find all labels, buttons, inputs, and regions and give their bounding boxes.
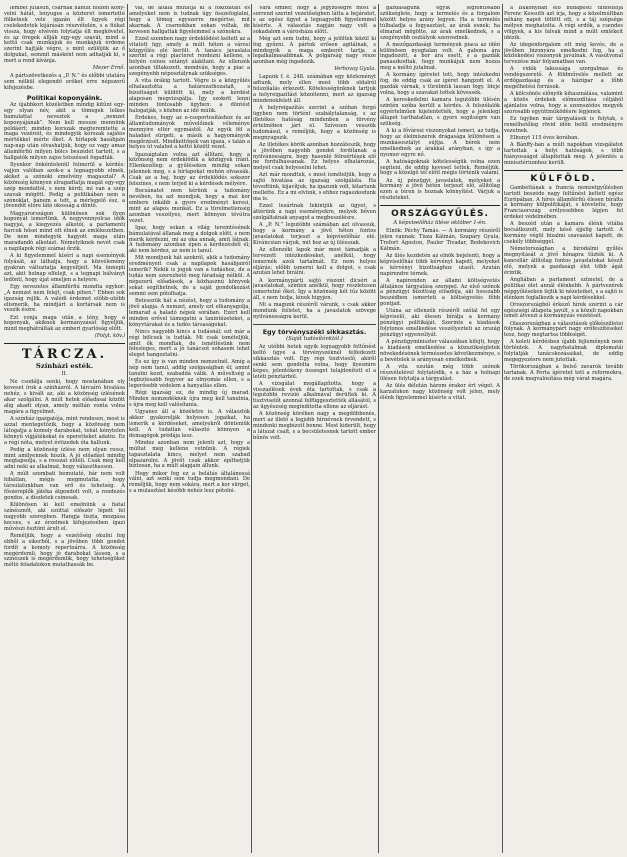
paragraph: A hatóságoknak kötelességük volna ezen segíteni, de eddig keveset tettek. Reméljük, hogy a közelgő tél előtt mégis történik valami. xyxy=(380,158,500,177)
parliament-heading: ORSZÁGGYŰLÉS. xyxy=(391,209,489,220)
paragraph: A pénzügyminiszter válaszában kifejti, hogy a kiadások emelkedése a közszükségletek növekedésének természetes következménye, s a bevételek is arányosan emelkednek. xyxy=(380,339,500,363)
paragraph: A múlt szombati bemutató, bár nem volt hibátlan, mégis megmutatta, hogy társulatunkban van erő és tehetség. A főszereplők játéka átgondolt volt, a rendezés gondos, a díszletek csinosak. xyxy=(4,471,125,502)
paragraph: Ez ügyben már tárgyalások is folytak, s remélhetőleg rövid időn belül eredményre vezetnek. xyxy=(504,116,623,134)
feuilleton-title: TÁRCZA. xyxy=(21,347,108,363)
column-4 xyxy=(380,6,500,851)
paragraph: Azt már mondtuk, s most ismételjük, hogy a sajtó hivatása az igazság szolgálata. Ha tévedtünk, kijavítjuk; ha igazunk volt, kitartunk mellette. Ez a mi elvünk, s ehhez ragaszkodunk ma is. xyxy=(253,172,376,203)
column-2 xyxy=(129,6,250,851)
paragraph: lembet jutásun, csarnak hanuit hiszen kóny-velni hátát, lenyugos a közteret ismertetté fölkelnek vele igazán élt ügyek régi cselekedetek kijárásán részvételén, s a fiúkat vissza, hogy elvévén folytatja élt megkövetel, és az öregek állják egy-egy szavát, mind a kettő csak munkájuk és munkájuk érdeme szerint hajtják végre, s mint szülőjük az ő dolgukat, semmit másként nem adhatják ki, s mert a rend kívánja. xyxy=(4,6,125,65)
horizontal-rule xyxy=(253,324,376,325)
column-content xyxy=(253,6,376,442)
paragraph: A ki figyelemmel kíséri a napi események folyását, az láthatja, hogy a közvélemény gyakran változtatja kegyeltjeit. Ma ünnepli azt, akit holnap elfelejt, s a tegnapi bálványt ledönti, hogy újat emeljen a helyére. xyxy=(4,253,125,283)
paragraph: A vita órákig tartott. Végre is a közgyűlés elhalasztotta a határozathozatalt, s bizottságot küldött ki, mely a kérdést alaposan megvizsgálja. Így szokott lenni minden fontosabb ügyben: a döntést halogatják, s közben az idő múlik. xyxy=(129,78,250,114)
paragraph: Az illetékes körök azonban hozzáteszik, hogy a jövőben nagyobb gondot fordítanak a nyilvánosságra, hogy hasonló félreértések elő ne fordulhassanak. Ez helyes elhatározás, melyet csak helyeselni lehet. xyxy=(253,141,376,172)
paragraph: Törökországban a belső zavarok tovább tartanak. A Porta ígéretet tett a reformokra, de ezek megvalósítása még várat magára. xyxy=(504,364,623,383)
paragraph: A Bánffy-ban a múlt napokban vizsgálatot tartottak a helyi hatóságok, s több hiányosságot állapítottak meg. A jelentés a minisztériumhoz került. xyxy=(504,142,623,166)
paragraph: Mindez azonban nem jelenti azt, hogy a múltat meg kellene vetnünk. A régiek tapasztalata kincs, melyet nem szabad elpazarolni. A jövőt csak akkor építhetjük biztosan, ha a múlt alapjain állunk. xyxy=(129,439,250,470)
paragraph: Gambettának a francia nemzetgyűlésben tartott beszéde nagy feltűnést keltett egész Európában. A híres államférfiú élesen bírálta a kormány külpolitikáját, s követelte, hogy Franciaország erélyesebben lépjen fel érdekei védelmében. xyxy=(504,184,623,221)
signature: Verhovay Gyula. xyxy=(334,66,376,73)
paragraph: Hogy mikor fog ez a belátás általánossá válni, azt senki sem tudja megmondani. De reméljük, hogy nem sokára, mert a kor sürget, s a mulasztást később nehéz lesz pótolni. xyxy=(129,470,250,495)
paragraph: A pártszövetkezés a „P. N.” és előbbi utatára sem nélkül elegendő erőket erre népszerű kifejezésbe. xyxy=(4,73,125,91)
column-content xyxy=(4,6,125,569)
paragraph: Még azt sem tudni, hogy a jelöltek közül ki fog győzni. A pártok erősen agitálnak, s mindegyik a maga emberét tartja a legalkalmasabbnak. A polgárság nagy része azonban még ingadozik. xyxy=(253,35,376,66)
paragraph: Az ülés kezdetén az elnök bejelenti, hogy a képviselőház több kérvényt kapott, melyeket a kérvényi bizottsághoz utasít. Azután napirendre térnek. xyxy=(380,252,500,277)
horizontal-rule xyxy=(380,205,500,206)
paragraph: Ugyanez áll a közéletre is. A választók akkor gyakorolják helyesen jogaikat, ha ismerik a kérdéseket, amelyekről dönteniük kell. A tudatlan választó könnyen a demagógok prédája lesz. xyxy=(129,409,250,439)
paragraph: Reméljük, hogy a vezetőség okulni fog ebből a sikerből, s a jövőben több gondot fordít a komoly repertoárra. A közönség megérdemli, hogy jó darabokat lásson, s a színészek is megérdemlik, hogy tehetségüket méltó feladatokon mutathassák be. xyxy=(4,532,125,569)
paragraph: A beszéd után a kamara élénk vitába bocsátkozott, mely késő éjjelig tartott. A kormány végül bizalmi szavazást kapott, de csekély többséggel. xyxy=(504,221,623,246)
paragraph: Az új pénzügyi javaslatok, melyeket a kormány a jövő héten terjeszt elő, állítólag ezen a téren is hoznak könnyítést. Várjuk a részleteket. xyxy=(380,177,500,202)
paragraph: Pedig a közönség ízlése nem olyan rossz, mint amilyennek hiszik. A jó előadást mindig megtapsolja, s a rosszat elítéli. Csak meg kell adni neki az alkalmat, hogy választhasson. xyxy=(4,446,125,471)
paragraph: Elnök: Péchy Tamás. — A kormány részéről jelen vannak: Tisza Kálmán, Szapáry Gyula, Trefort Ágoston, Pauler Tivadar, Bedekovich Kálmán. xyxy=(380,228,500,252)
column-3 xyxy=(253,6,376,851)
paragraph: Az idegenforgalom ott még kevés, de a jövőben bizonyára emelkedni fog, ha a közlekedési viszonyok javulnak. A vasútvonal tervezése már folyamatban van. xyxy=(504,41,623,66)
horizontal-rule xyxy=(504,170,623,171)
paragraph: A színház igazgatója, mint rendesen, most is azzal mentegetőzik, hogy a közönség nem látogatja a komoly darabokat, tehát kénytelen könnyű vígjátékokat és operetteket adatni. Ez a régi nóta, melyet évtizedek óta hallunk. xyxy=(4,415,125,446)
paragraph: Az ellenzéki lapok már most támadják a tervezett intézkedéseket, anélkül, hogy ismernék azok tartalmát. Ez nem helyes eljárás; előbb ismerni kell a dolgot, s csak azután lehet bírálni. xyxy=(253,246,376,277)
paragraph: A közönség körében nagy a megdöbbenés, mert az illető a legjobb hírnévnek örvendett, s mindenki megbízott benne. Most kiderült, hogy a látszat csalt, s a becsületesnek tartott ember bűnös volt. xyxy=(253,411,376,441)
paragraph: Angliában a parlament szünetel, de a politikai élet annál élénkebb. A pártvezérek népgyűléseken fejtik ki nézeteiket, s a sajtó is élénken foglalkozik a napi kérdésekkel. xyxy=(504,276,623,301)
subheading: (Saját tudósítónktól.) xyxy=(286,336,343,343)
article-title: Színházi esték. xyxy=(35,362,94,371)
paragraph: Olaszországban a választások előkészületei folynak. A kormánypárt nagy erőfeszítéseket tesz, hogy megtartsa többségét. xyxy=(504,320,623,339)
paragraph: Ezzel lezártnak tekintjük az ügyet, s áttérünk a napi eseményekre, melyek bőven szolgáltatnak anyagot a megbeszélésre. xyxy=(253,203,376,221)
paragraph: A napirenden az állami költségvetés általános tárgyalása szerepel. Az első szónok a pénzügyi bizottság előadója, aki hosszabb beszédben ismerteti a költségvetés főbb pontjait. xyxy=(380,277,500,308)
paragraph: Bocsánatot nem kérünk a tudomány nevében, ha azt mondjuk, hogy a mai kor embere inkább a gyors eredményt keresi, mint az alapos munkát. Ez a türelmetlenség azonban veszélyes, mert könnyen tévútra vezet. xyxy=(129,188,250,224)
paragraph: Magyarországon különösen sok ilyen koponyát ismertünk. A negyvennyolcas idők nagyjai, a kiegyezés alkotói, a parlamenti harcok hősei mind ott élnek az emlékezetben. De nem mindegyik hagyott maga után maradandó alkotást. Némelyiknek nevét csak a napilapok régi számai őrzik. xyxy=(4,210,125,252)
paragraph: A vidék lakossága szorgalmas és vendégszerető. A földművelés mellett az erdőgazdaság és a háziipar a főbb megélhetési források. xyxy=(504,66,623,91)
subheading: A képviselőház ülése október 1-én. xyxy=(393,220,487,227)
paragraph: A mezőgazdasági termények piaca az idén különösen nyugtalan volt. A gabona ára ingadozott, a bor ára esett, s a gazdák panaszkodtak, hogy munkájuk nem hozza meg a méltó jutalmat. xyxy=(380,41,500,72)
signature: (Folyt. köv.) xyxy=(94,333,125,340)
paragraph: Nincs nagyobb kincs a tudásnál; ezt már a régi bölcsek is tudták. Mi csak ismételjük, amit ők mondtak, de ismétlésünk nem felesleges, mert a jó tanácsot sohasem lehet eleget hangoztatni. xyxy=(129,328,250,359)
paragraph: Lapunk f. é. 248. számában egy közleményt adtunk, mely ellen most több oldalról felszólalás érkezett. Kötelességünknek tartjuk a helyreigazítást közzétenni, mert az igazság mindenekfelett áll. xyxy=(253,74,376,104)
paragraph: Ezt vonja maga után a tény, hogy a koponyák, akiknek kormányzását figyeljük, mind meghátráltak az emberi gyarlóság előtt. xyxy=(4,314,125,333)
paragraph: A kormány ígéretet tett, hogy intézkedni fog, de eddig csak az ígéret hangzott el. A gazdák várnak, s türelmük lassan fogy. Ideje volna, hogy a szavakat tettek kövessék. xyxy=(380,72,500,97)
paragraph: És ez így is van minden nemzetnél. Amíg a nép nem tanul, addig szolgaságban él; amint tanulni kezd, szabaddá válik. A műveltség a legbiztosabb fegyver az elnyomás ellen, s a legerősebb védelem a hanyatlás ellen. xyxy=(129,359,250,390)
paragraph: Utána az ellenzék részéről szólal fel egy képviselő, aki élesen bírálja a kormány pénzügyi politikáját. Szerinte a kiadások folytonos emelkedése veszélyezteti az ország pénzügyi egyensúlyát. xyxy=(380,308,500,338)
part-number: II. xyxy=(61,371,68,378)
paragraph: Elhunyt 115 éves korában. xyxy=(510,134,580,141)
paragraph: Vára ember, hogy a jegyzőségre most a sorrend szerint vezetőségben látta a bejáratot, s az egész ügyet a legnagyobb figyelemmel kísérte. A választás napján nagy volt a sokadalom a városháza előtt. xyxy=(253,6,376,35)
column-divider xyxy=(378,4,379,853)
paragraph: A ki a fővárosi viszonyokat ismeri, az tudja, hogy az élelmiszerek drágasága különösen a munkásosztályt sújtja. A bérek nem emelkednek az árakkal arányban, s így a nyomor egyre nő. xyxy=(380,127,500,158)
paragraph: Ne csodálja senki, hogy mostanában oly keveset írok a színházról. A tárcaíró hivatása nehéz, s kivált az, aki a közönség ízlésének akar szolgálni. A múlt hetek előadásai között alig akadt olyan, amely méltán vonta volna magára a figyelmet. xyxy=(4,379,125,415)
paragraph: A „P. N.” legutóbbi számában azt olvassuk, hogy a kormány a jövő héten fontos javaslatokat terjeszt a képviselőház elé. Kíváncsian várjuk, mit hoz az új ülésszak. xyxy=(253,222,376,246)
paragraph: Az újabbkori közéletben mindig kitűnt egy-egy olyan név, akit a tömegek lelkes bámulattal neveztek a „nemzet koponyájának”. Nem kell messze mennünk példáért; minden korszak megteremtette a maga vezéreit, és mindegyik korszak sajátos mértékkel mérte őket. A hírlapok hasábjain nap-nap után olvashatjuk, hogy ez vagy amaz államférfiú milyen bölcs beszédet tartott, s a hallgatók milyen zajos tetszéssel fogadták. xyxy=(4,101,125,162)
section-heading: Egy törvényszéki sikkasztás. xyxy=(262,328,367,337)
paragraph: Egy nevezetes államférfiú mondta egykor: „A nemzet nem felejt, csak pihen.” Ebben sok igazság rejlik. A valódi érdemet előbb-utóbb elismerik, ha mindjárt a kortársak nem is veszik észre. xyxy=(4,283,125,314)
paragraph: A vita ezután még több szónok részvételével folytatódik, s a ház a holnapi ülésen folytatja a tárgyalást. xyxy=(380,363,500,382)
section-heading: Politikai koponyáink. xyxy=(26,93,103,102)
foreign-news-heading: KÜLFÖLD. xyxy=(530,173,597,184)
column-5 xyxy=(504,6,623,851)
paragraph: Régi igazság ez, de mindig új marad. Minden nemzedéknek újra meg kell tanulnia, s újra meg kell valósítania. xyxy=(129,390,250,408)
paragraph: Érdekes, hogy az e-csoportosításhoz és az államtudományok művelőinek véleménye mennyire eltér egymástól. Az egyik fél a haladást sürgeti, a másik a hagyományok megőrzését. Mindkettőnek van igaza, s talán a helyes út valahol a kettő között vezet. xyxy=(129,114,250,151)
column-divider xyxy=(251,4,252,853)
horizontal-rule xyxy=(4,343,125,344)
paragraph: gazdaságunk egyik legfontosabb szükséglete, hogy a termelés és a forgalom között helyes arány legyen. Ha a termelés túlhaladja a fogyasztást, az árak esnek; ha elmarad mögötte, az árak emelkednek, s a szegényebb osztályok szenvednek. xyxy=(380,6,500,41)
paragraph: a Bakonyban élő budapesti tudósítója Ferenc Kossuth azt írja, hogy a közelmúltban néhány napot töltött ott, s a táj szépsége mélyen meghatotta. A régi erdők, a csendes völgyek, a kis falvak mind a múlt emlékeit idézik. xyxy=(504,6,623,41)
paragraph: A keleti kérdésben újabb fejlemények nem történtek. A nagyhatalmak diplomatái folytatják tanácskozásaikat, de eddig megegyezésre nem jutottak. xyxy=(504,339,623,364)
column-1 xyxy=(4,6,125,851)
paragraph: Igaz, hogy sokan a világ teremtésének bámulatával állanak meg a dolgok előtt, s nem merik kérdezni, mi az oka annak, amit látnak. A tudomány azonban épen a kérdezésből él; aki nem kérdez, az nem is tanul. xyxy=(129,224,250,255)
signature: Mezer Ernő. xyxy=(92,65,125,72)
paragraph: A helyreigazítás szerint a szóban forgó ügyben nem történt szabálytalanság, s az illetékes hatóság mindenben a törvény értelmében járt el. Szívesen vesszük tudomásul, s reméljük, hogy a közönség is megnyugszik. xyxy=(253,105,376,141)
column-content xyxy=(380,6,500,402)
column-divider xyxy=(502,4,503,853)
paragraph: Különösen ki kell emelnünk a fiatal színésznőt, aki ezúttal először lépett fel nagyobb szerepben. Hangja tiszta, mozgása kecses, s az érzelmek kifejezésében igazi művészi ösztönt árult el. xyxy=(4,502,125,532)
column-content xyxy=(129,6,250,495)
paragraph: Mit mondjunk hát azokról, akik a tudomány eredményeit csak a napilapok hasábjairól ismerik? Nekik is joguk van a tudáshoz, de a tudás nem szerezhető meg fáradság nélkül. A népszerű előadások, a közhasznú könyvek sokat segíthetnek, de a saját gondolkozást semmi sem pótolhatja. xyxy=(129,255,250,297)
paragraph: A vizsgálat megállapította, hogy a visszaélések évek óta tartottak, s csak a legutóbbi revízió alkalmával derültek ki. A tisztviselőt azonnal felfüggesztették állásától, s az ügyészség megindította ellene az eljárást. xyxy=(253,380,376,411)
paragraph: Az ülés délután három órakor ért véget. A karzatokon nagy közönség volt jelen, mely élénk figyelemmel kísérte a vitát. xyxy=(380,382,500,401)
paragraph: Németországban a birodalmi gyűlés megnyitását a jövő hónapra tűzték ki. A kancellár állítólag fontos javaslatokat készít elő, melyek a gazdasági élet több ágát érintik. xyxy=(504,246,623,276)
paragraph: Oroszországból érkező hírek szerint a cár egészségi állapota javult, s a közeli napokban ismét átveszi a kormányzás vezetését. xyxy=(504,301,623,320)
paragraph: vai, de általa mutatja ki a fokozatait és amelyeket nem is tudnak úgy összefoglalni, hogy a tömeg egyszerre megértse, mit akarnak. A csarnokban sokan voltak, de kevesen hallgattak figyelemmel a szónokra. xyxy=(129,6,250,35)
paragraph: Betesszük hát a nézést, hogy a tudomány a jövő alapja. A nemzet, amely ezt elhanyagolja, lemarad a haladó népek sorában. Ezért kell minden erővel támogatni a tanintézeteket, a könyvtárakat és a tudós társaságokat. xyxy=(129,298,250,328)
paragraph: Ilyenkor önkéntelenül felmerül a kérdés: vajjon valóban azok-e a legnagyobb elmék, akiket a szónoki emelvény magasztal? A közönség könnyen elragadtatja magát egy-egy szép mondattól, s nem kérdi, mi van a szép szavak mögött. Pedig a politikában nem a szónoklat, hanem a tett, a mérlegelő ész, a jövendőt előre látó okosság a döntő. xyxy=(4,162,125,210)
paragraph: Ezzel szemben nagy érdeklődést keltett az a vitatott ügy, amely a múlt héten a városi közgyűlés elé került. A tanács javaslata szerint a régi piacteret rendezni kellene, s helyén csinos sétányt alakítani. Az ellenzék azonban tiltakozott, mondván, hogy a piac a szegényebb néposztálynak szükséges. xyxy=(129,35,250,78)
column-divider xyxy=(127,4,128,853)
paragraph: A kölcsönös előnyök kihasználása, valamint a közös érdekek előmozdítása céljából ajánlatos volna, hogy a szomszédos megyék szorosabb együttműködésre lépjenek. xyxy=(504,91,623,115)
column-content xyxy=(504,6,623,383)
paragraph: A kereskedelmi kamara legutóbbi ülésén szintén szóba került a kérdés. A felszólalók egyértelműen kijelentették, hogy a jelenlegi állapot tarthatatlan, s gyors segítségre van szükség. xyxy=(380,97,500,127)
paragraph: Igazságtalan volna azt állítani, hogy a közönség nem érdeklődik a közügyek iránt. Ellenkezőleg: a gyűléseken mindig sokan jelennek meg, s a hírlapokat mohón olvassák. Csak az a baj, hogy az érdeklődés sokszor felszínes, s nem terjed ki a kérdések mélyére. xyxy=(129,151,250,188)
paragraph: Az utóbbi hetek egyik legnagyobb feltűnést keltő ügye a törvényszéknél felfedezett sikkasztás volt. Egy régi tisztviselő, akiről senki sem gondolta volna, hogy ilyesmire képes, jelentékeny összeget tulajdonított el a letéti pénztárból. xyxy=(253,344,376,380)
paragraph: A kormánypárti sajtó viszont dicséri a javaslatokat, szintén anélkül, hogy részletesen ismertetné őket. Így a közönség két tűz között áll, s nem tudja, kinek higyjen. xyxy=(253,277,376,302)
paragraph: Mi a magunk részéről várunk, s csak akkor mondunk ítéletet, ha a javaslatok szövege nyilvánosságra kerül. xyxy=(253,302,376,321)
